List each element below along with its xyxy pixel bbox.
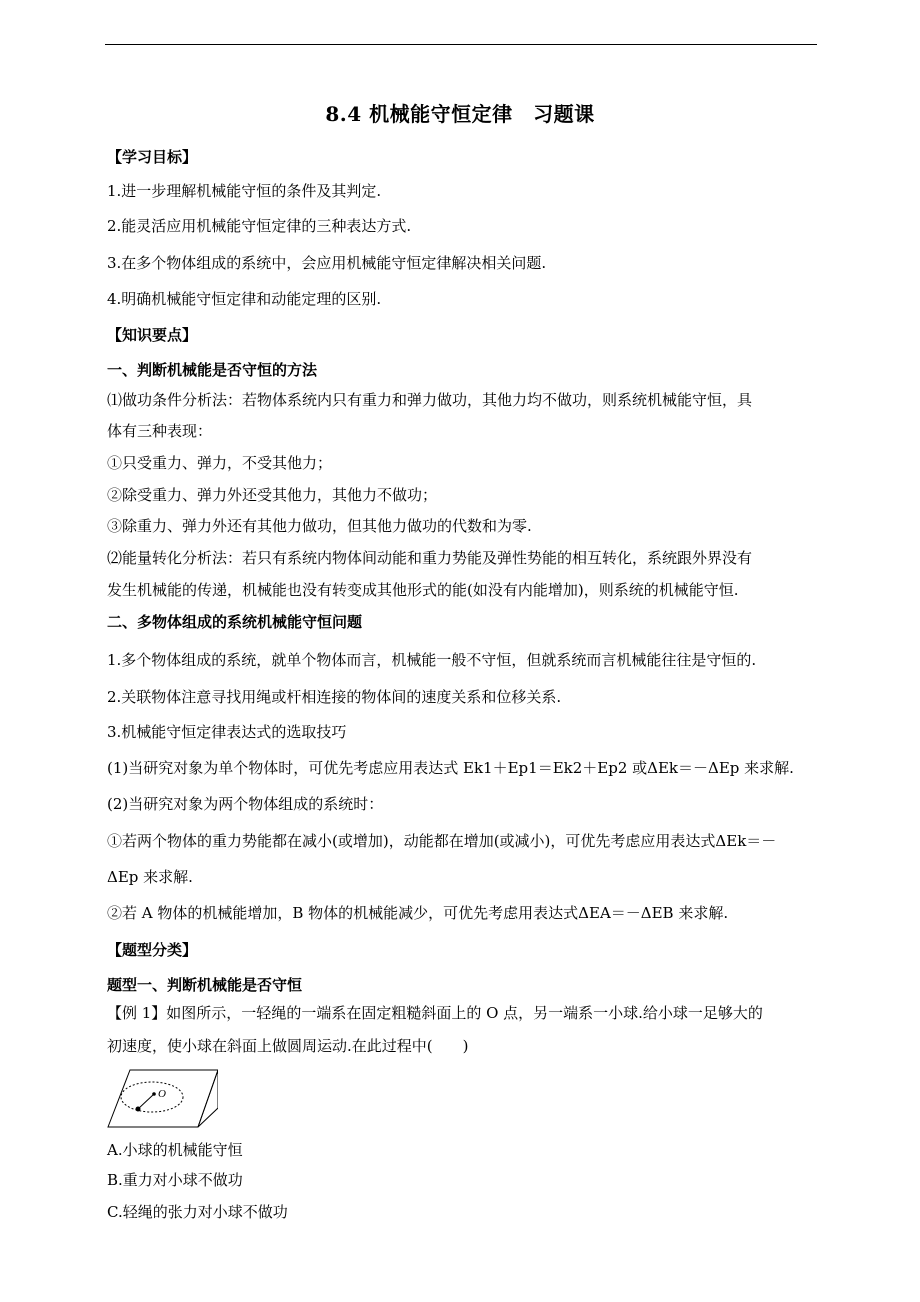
circular-path xyxy=(121,1082,183,1112)
body-line: ②若 A 物体的机械能增加，B 物体的机械能减少，可优先考虑用表达式ΔEA＝－ΔEB 来求解. xyxy=(107,904,729,922)
body-line: ①只受重力、弹力，不受其他力； xyxy=(107,454,333,472)
header-rule xyxy=(105,44,817,45)
section-heading-types: 【题型分类】 xyxy=(107,941,198,959)
body-line: 2.关联物体注意寻找用绳或杆相连接的物体间的速度关系和位移关系. xyxy=(107,688,562,706)
body-line: ΔEp 来求解. xyxy=(107,868,193,886)
example-line: 初速度，使小球在斜面上做圆周运动.在此过程中( ) xyxy=(107,1037,469,1055)
body-line: 3.机械能守恒定律表达式的选取技巧 xyxy=(107,723,347,741)
body-line: ①若两个物体的重力势能都在减小(或增加)，动能都在增加(或减小)，可优先考虑应用表达式ΔEk＝－ xyxy=(107,832,777,850)
body-line: ⑴做功条件分析法：若物体系统内只有重力和弹力做功，其他力均不做功，则系统机械能守恒，具 xyxy=(107,391,753,409)
body-line: 发生机械能的传递，机械能也没有转变成其他形式的能(如没有内能增加)，则系统的机械能守恒. xyxy=(107,581,739,599)
goal-item: 4.明确机械能守恒定律和动能定理的区别. xyxy=(107,290,382,308)
pivot-point xyxy=(152,1092,156,1096)
body-line: ③除重力、弹力外还有其他力做功，但其他力做功的代数和为零. xyxy=(107,517,532,535)
option-b: B.重力对小球不做功 xyxy=(107,1171,243,1189)
goal-item: 3.在多个物体组成的系统中，会应用机械能守恒定律解决相关问题. xyxy=(107,254,547,272)
subheading-type1: 题型一、判断机械能是否守恒 xyxy=(107,976,303,994)
point-o-label: O xyxy=(158,1088,166,1100)
body-line: 1.多个物体组成的系统，就单个物体而言，机械能一般不守恒，但就系统而言机械能往往是守恒的. xyxy=(107,651,757,669)
option-c: C.轻绳的张力对小球不做功 xyxy=(107,1203,288,1221)
example-line: 【例 1】如图所示，一轻绳的一端系在固定粗糙斜面上的 O 点，另一端系一小球.给小球一足够大的 xyxy=(107,1004,763,1022)
goal-item: 2.能灵活应用机械能守恒定律的三种表达方式. xyxy=(107,217,412,235)
section-heading-knowledge: 【知识要点】 xyxy=(107,326,198,344)
incline-circle-figure xyxy=(106,1064,218,1130)
body-line: (1)当研究对象为单个物体时，可优先考虑应用表达式 Ek1＋Ep1＝Ek2＋Ep2 或ΔEk＝－ΔEp 来求解. xyxy=(107,759,794,777)
incline-side xyxy=(198,1070,218,1127)
ball xyxy=(136,1107,141,1112)
goal-item: 1.进一步理解机械能守恒的条件及其判定. xyxy=(107,182,382,200)
rope-line xyxy=(138,1094,154,1109)
body-line: ⑵能量转化分析法：若只有系统内物体间动能和重力势能及弹性势能的相互转化，系统跟外界没有 xyxy=(107,549,753,567)
option-a: A.小球的机械能守恒 xyxy=(107,1141,243,1159)
body-line: (2)当研究对象为两个物体组成的系统时： xyxy=(107,795,384,813)
body-line: 体有三种表现： xyxy=(107,422,213,440)
subheading-k1: 一、判断机械能是否守恒的方法 xyxy=(107,361,318,379)
body-line: ②除受重力、弹力外还受其他力，其他力不做功； xyxy=(107,486,438,504)
page-title: 8.4 机械能守恒定律 习题课 xyxy=(325,102,595,126)
subheading-k2: 二、多物体组成的系统机械能守恒问题 xyxy=(107,613,363,631)
section-heading-goals: 【学习目标】 xyxy=(107,148,198,166)
